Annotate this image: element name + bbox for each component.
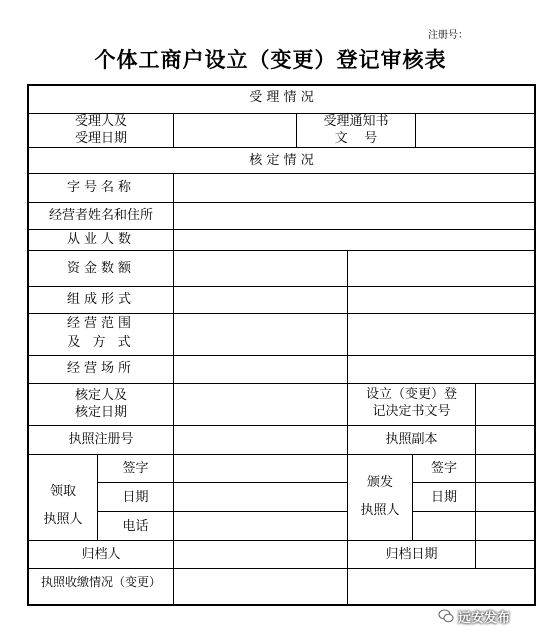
col-divider	[173, 173, 174, 425]
label-capital: 资金数额	[66, 261, 135, 276]
label-issue: 颁发	[366, 475, 393, 490]
label-receive-date: 日期	[122, 490, 149, 505]
label-receive-person: 执照人	[43, 512, 83, 527]
label-issue-person: 执照人	[360, 503, 400, 518]
row-divider	[412, 482, 536, 483]
label-notice: 受理通知书	[323, 114, 389, 129]
col-divider	[347, 568, 348, 606]
row-divider	[97, 482, 347, 483]
row-divider	[27, 355, 536, 356]
section-acceptance: 受 理 情 况	[249, 90, 314, 105]
label-notice-no: 文 号	[334, 131, 378, 146]
col-divider	[475, 540, 476, 568]
col-divider	[415, 113, 416, 147]
label-employees: 从业人数	[66, 232, 135, 247]
col-divider	[475, 425, 476, 454]
col-divider	[475, 454, 476, 540]
label-issue-signature: 签字	[430, 461, 457, 476]
label-receive-phone: 电话	[122, 519, 149, 534]
label-decision-no: 记决定书文号	[372, 404, 451, 419]
label-approve-date: 核定日期	[74, 405, 127, 420]
label-acceptor: 受理人及	[74, 114, 127, 129]
row-divider	[27, 383, 536, 384]
col-divider	[173, 113, 174, 147]
col-divider	[173, 540, 174, 568]
form-title: 个体工商户设立（变更）登记审核表	[94, 48, 447, 72]
watermark	[438, 606, 538, 628]
row-divider	[27, 425, 536, 426]
label-receive-signature: 签字	[122, 461, 149, 476]
row-divider	[27, 540, 536, 541]
label-approver: 核定人及	[74, 388, 127, 403]
registration-no-label: 注册号：	[428, 30, 468, 41]
label-scope: 经营范围	[66, 316, 135, 331]
row-divider	[27, 202, 536, 203]
row-divider	[27, 173, 536, 174]
label-org-form: 组成形式	[66, 292, 135, 307]
label-accept-date: 受理日期	[74, 131, 127, 146]
section-verification: 核 定 情 况	[249, 153, 314, 168]
col-divider	[173, 568, 174, 606]
label-premises: 经营场所	[66, 361, 135, 376]
label-license-return: 执照收缴情况（变更）	[40, 575, 161, 589]
col-divider	[173, 454, 174, 540]
row-divider	[27, 250, 536, 251]
label-issue-date: 日期	[430, 490, 457, 505]
row-divider	[27, 286, 536, 287]
col-divider	[475, 383, 476, 425]
wechat-logo-icon	[438, 608, 454, 624]
row-divider	[27, 568, 536, 569]
label-archive-date: 归档日期	[385, 547, 438, 562]
label-scope-method: 及 方 式	[67, 335, 135, 350]
row-divider	[97, 511, 347, 512]
row-divider	[412, 511, 536, 512]
watermark-text: 远安发布	[458, 611, 511, 626]
row-divider	[27, 454, 536, 455]
col-divider	[173, 425, 174, 454]
label-operator: 经营者姓名和住所	[48, 208, 153, 223]
label-receive: 领取	[49, 484, 76, 499]
label-license-reg-no: 执照注册号	[68, 432, 134, 447]
label-decision: 设立（变更）登	[365, 387, 457, 402]
label-license-copy: 执照副本	[385, 432, 438, 447]
label-archiver: 归档人	[81, 547, 121, 562]
col-divider	[347, 454, 348, 540]
label-business-name: 字号名称	[66, 180, 135, 195]
